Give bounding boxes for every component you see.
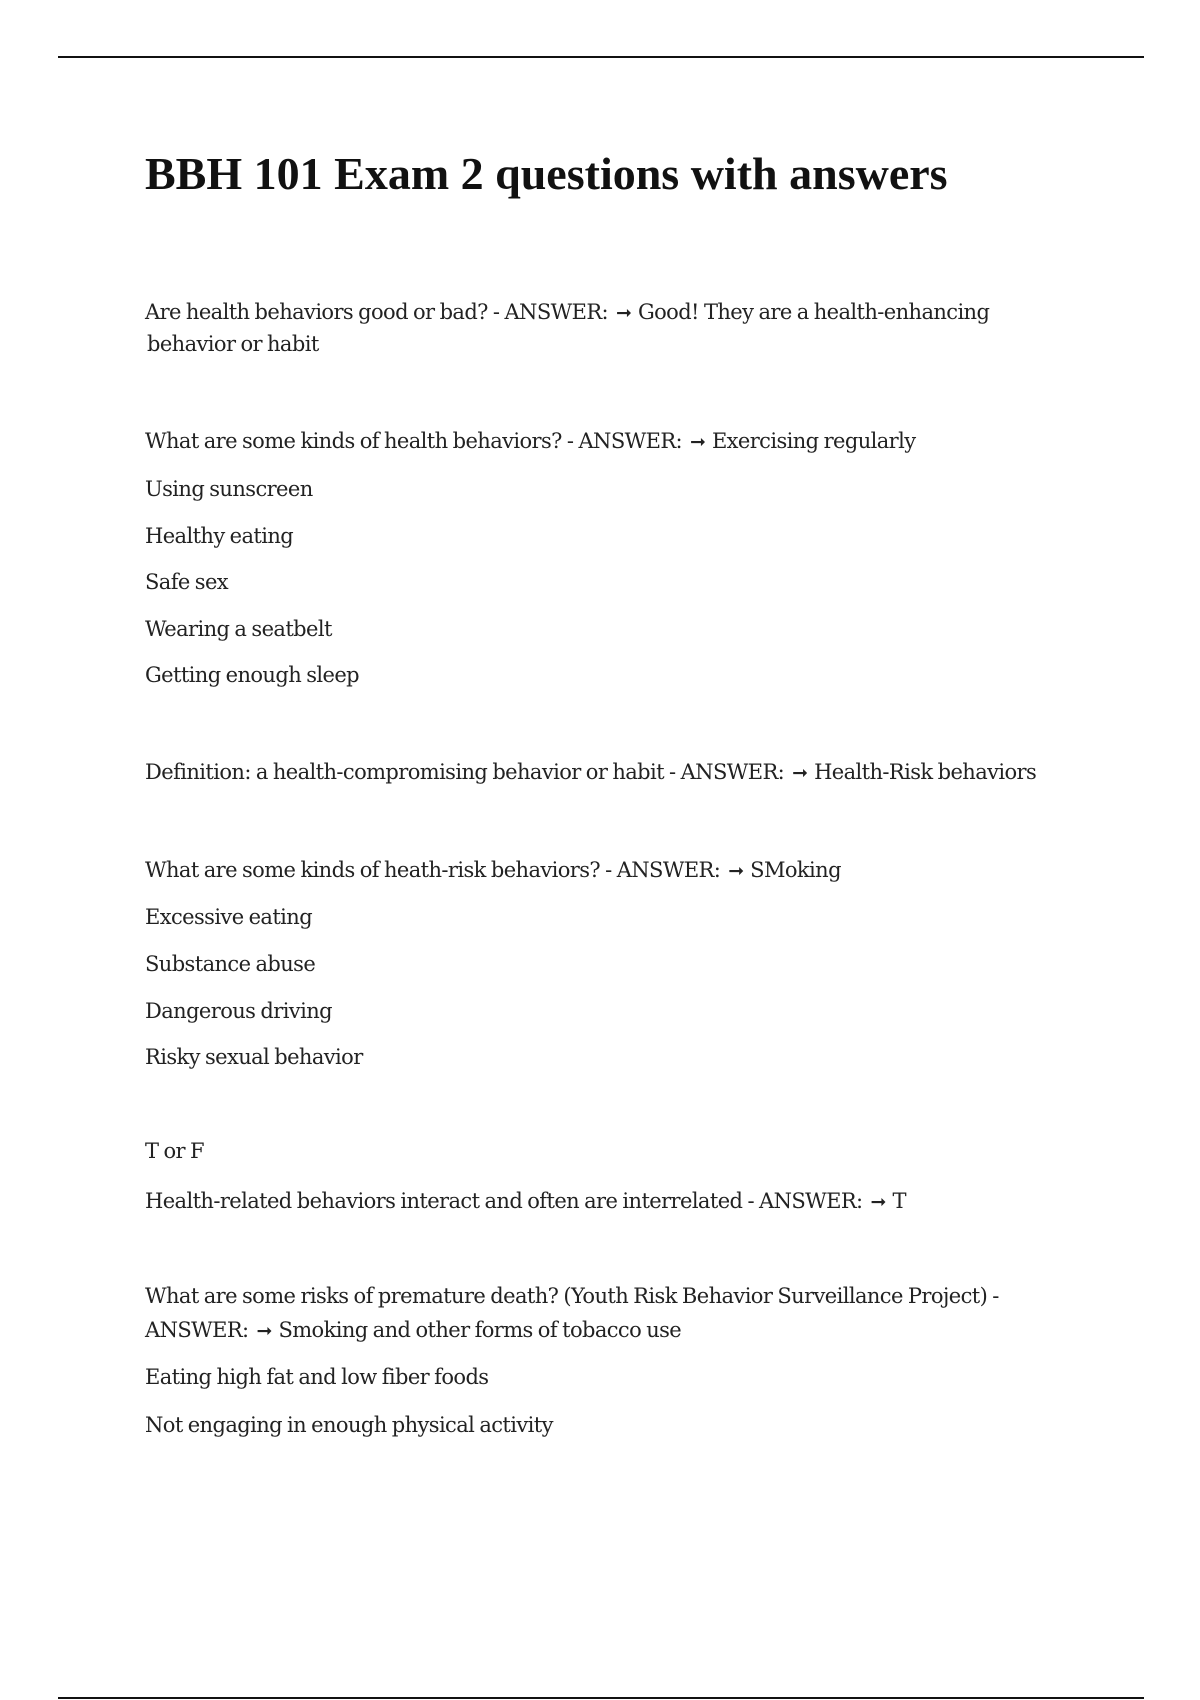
- footer-rule: [58, 1697, 1144, 1699]
- qa-line: [145, 1314, 681, 1347]
- arrow-icon: ➞: [690, 431, 706, 453]
- answer-list-item: Eating high fat and low fiber foods: [145, 1365, 489, 1389]
- answer-list-item: Dangerous driving: [145, 999, 332, 1023]
- answer-text: Health-Risk behaviors: [814, 760, 1037, 784]
- question-text: Definition: a health-compromising behavior or habit - ANSWER:: [145, 760, 785, 784]
- answer-list-item: Not engaging in enough physical activity: [145, 1413, 553, 1437]
- header-rule: [58, 56, 1144, 58]
- question-text: What are some kinds of heath-risk behaviors? - ANSWER:: [145, 858, 721, 882]
- answer-list-item: Substance abuse: [145, 952, 316, 976]
- arrow-icon: ➞: [792, 762, 809, 784]
- arrow-icon: ➞: [870, 1191, 887, 1213]
- qa-line: [145, 1185, 906, 1218]
- answer-text: Exercising regularly: [711, 429, 916, 453]
- qa-line: [145, 296, 989, 329]
- answer-list-item: Using sunscreen: [145, 477, 313, 501]
- answer-list-item: Wearing a seatbelt: [145, 617, 332, 641]
- arrow-icon: ➞: [728, 860, 745, 882]
- document-title: BBH 101 Exam 2 questions with answers: [145, 148, 948, 199]
- question-text: Are health behaviors good or bad? - ANSWER:: [145, 300, 609, 324]
- answer-text: T: [892, 1189, 906, 1213]
- question-text: What are some kinds of health behaviors? - ANSWER:: [145, 429, 683, 453]
- answer-text: Good! They are a health-enhancing: [637, 300, 990, 324]
- answer-text: SMoking: [750, 858, 841, 882]
- answer-list-item: Risky sexual behavior: [145, 1045, 363, 1069]
- answer-text: Smoking and other forms of tobacco use: [278, 1318, 682, 1342]
- qa-line: [145, 854, 841, 887]
- question-text: Health-related behaviors interact and often are interrelated - ANSWER:: [145, 1189, 863, 1213]
- qa-line: [145, 756, 1036, 789]
- answer-list-item: Getting enough sleep: [145, 663, 359, 687]
- question-text: What are some risks of premature death? (Youth Risk Behavior Surveillance Project) -: [145, 1284, 999, 1308]
- answer-list-item: Safe sex: [145, 570, 229, 594]
- question-prefix: T or F: [145, 1139, 205, 1163]
- answer-continuation: behavior or habit: [147, 332, 319, 356]
- answer-list-item: Excessive eating: [145, 905, 313, 929]
- answer-list-item: Healthy eating: [145, 524, 294, 548]
- arrow-icon: ➞: [616, 302, 632, 324]
- arrow-icon: ➞: [256, 1320, 273, 1342]
- qa-line: [145, 425, 915, 458]
- question-text: ANSWER:: [145, 1318, 249, 1342]
